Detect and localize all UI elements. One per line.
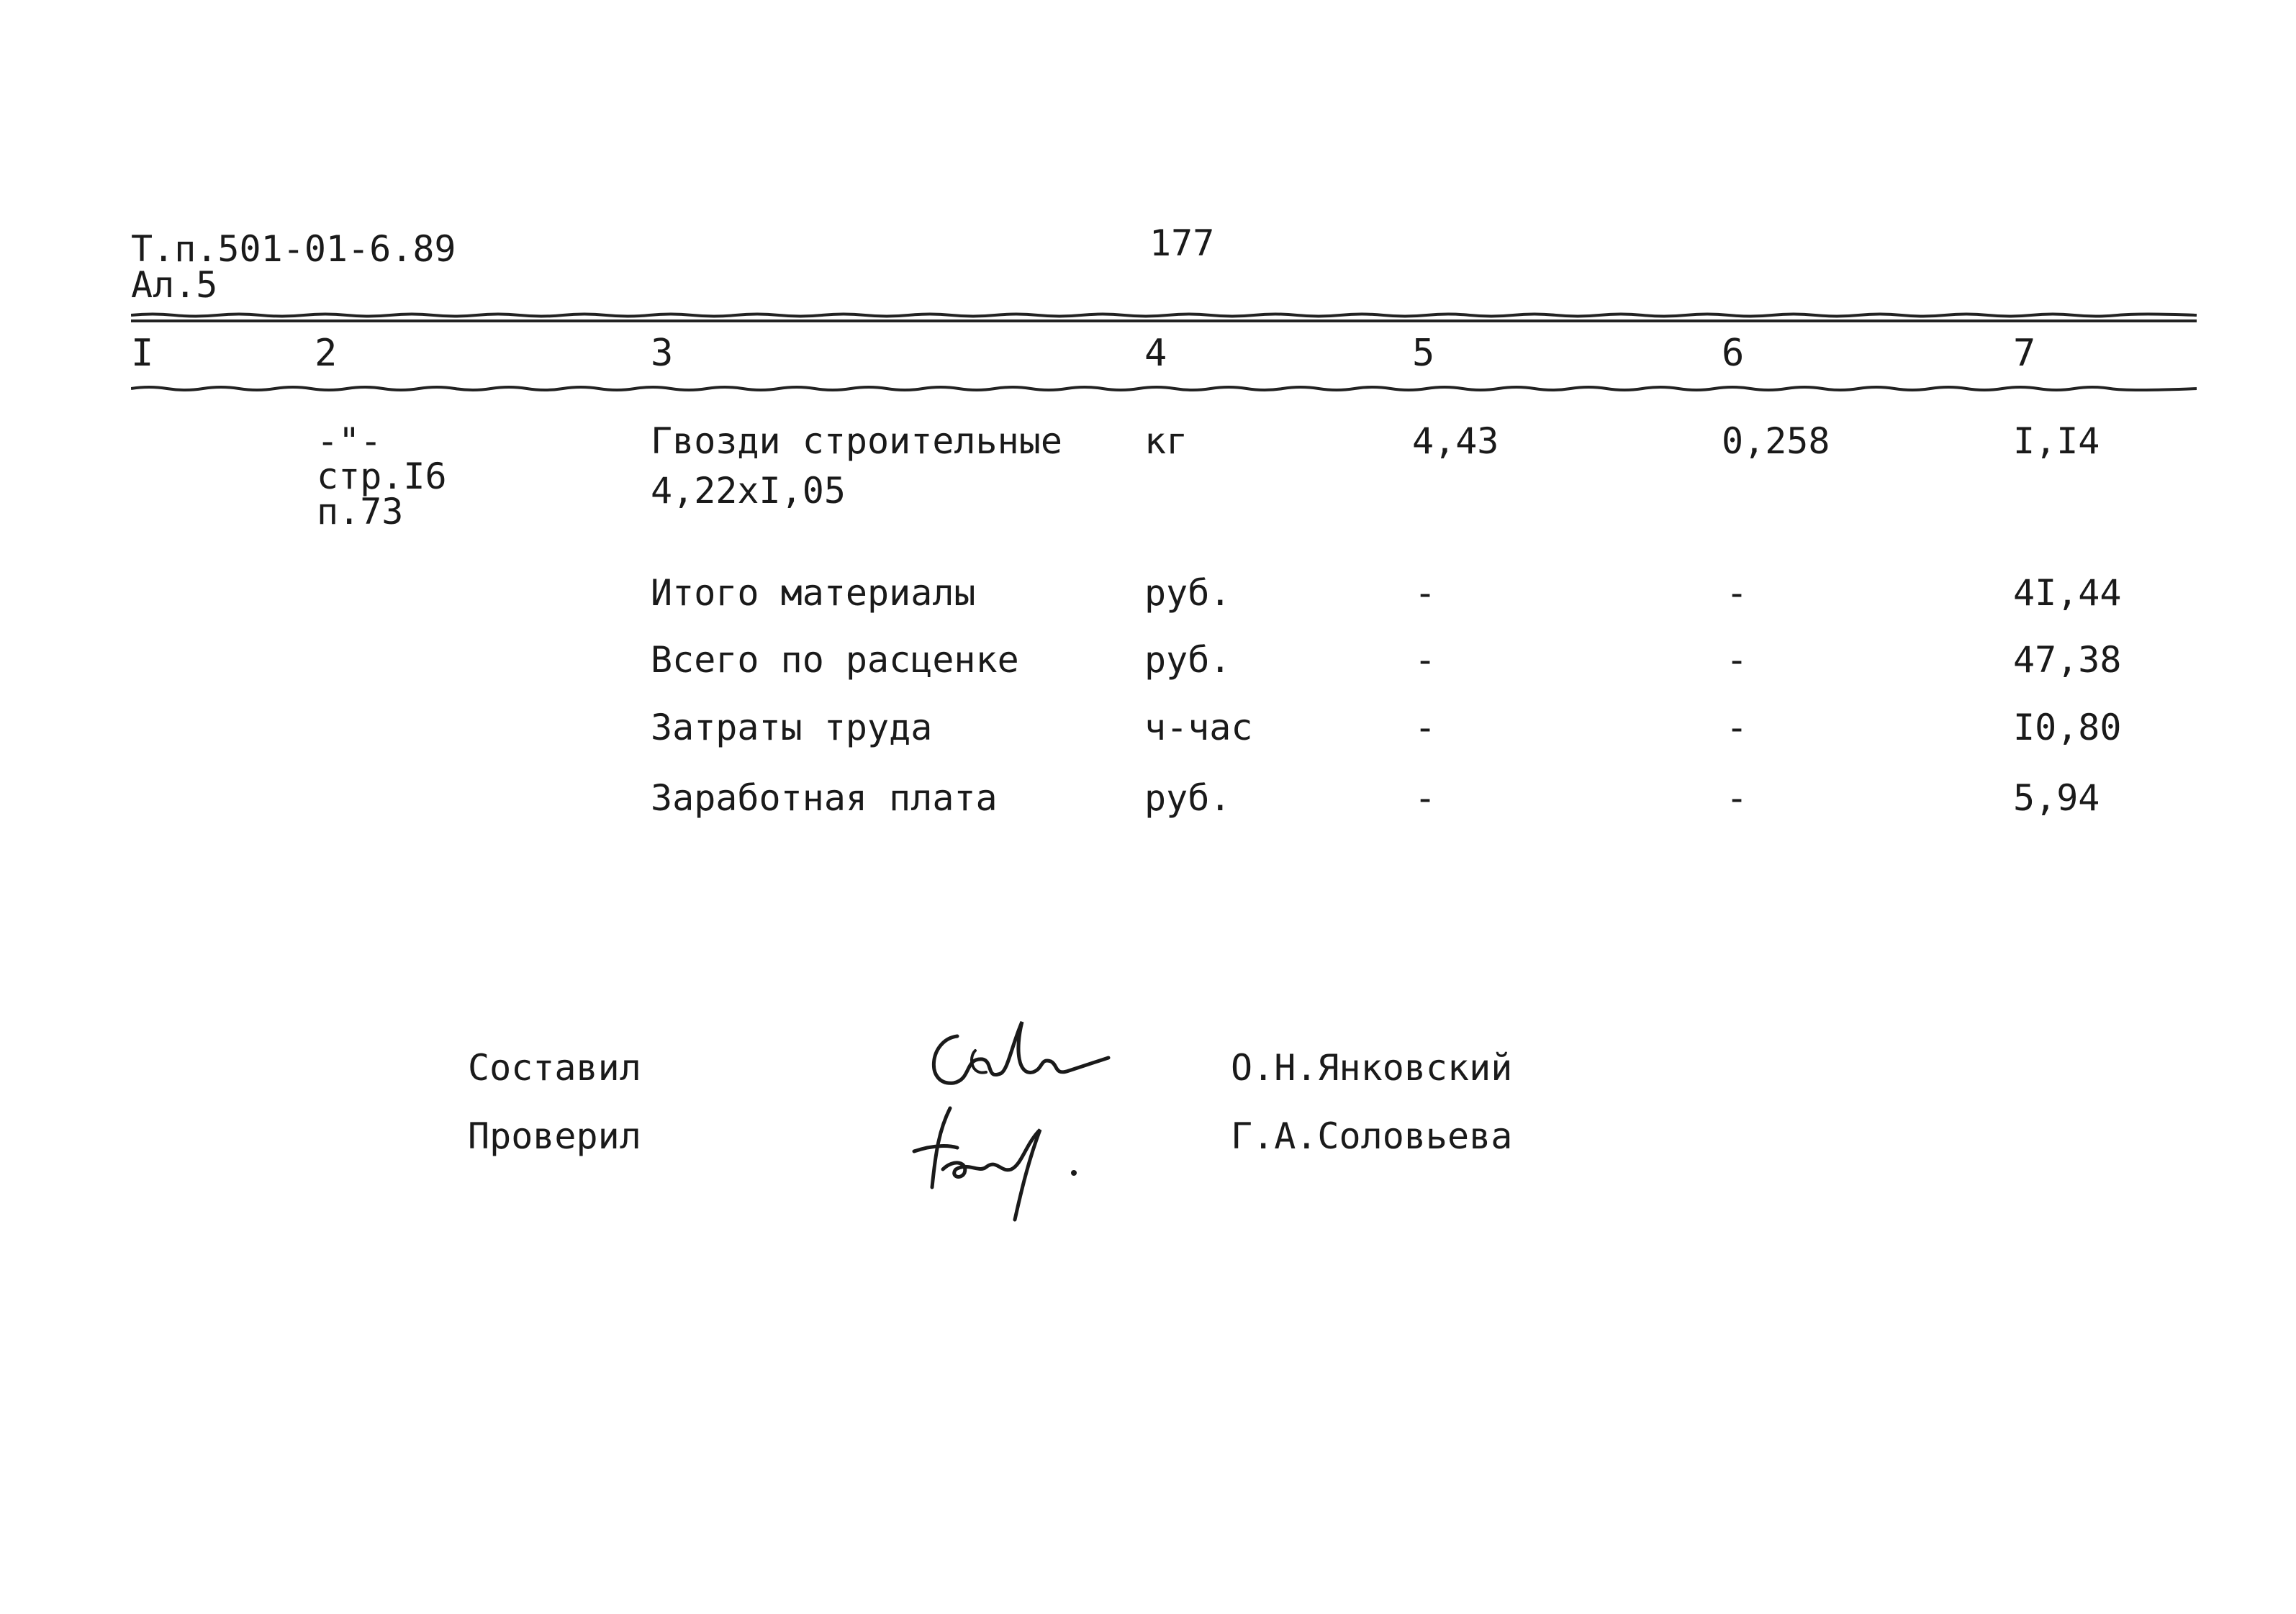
row3-col7: 47,38 [2013,639,2122,681]
compiled-by-label: Составил [468,1047,641,1089]
row5-col6: - [1726,777,1748,819]
row2-name: Итого материалы [651,572,976,614]
row5-col5: - [1414,777,1437,819]
column-header-1: I [131,332,154,375]
column-header-4: 4 [1144,332,1167,375]
row4-unit: ч-час [1144,707,1253,748]
row5-name: Заработная плата [651,777,998,819]
row1-col6: 0,258 [1722,420,1830,462]
row3-col6: - [1726,639,1748,681]
checked-by-label: Проверил [468,1115,641,1157]
column-header-3: 3 [651,332,674,375]
column-header-2: 2 [315,332,338,375]
row2-unit: руб. [1144,572,1231,614]
row5-col7: 5,94 [2013,777,2100,819]
album-label: Ал.5 [131,264,218,306]
row2-col7: 4I,44 [2013,572,2122,614]
row1-col7: I,I4 [2013,420,2100,462]
row4-col7: I0,80 [2013,707,2122,748]
row5-unit: руб. [1144,777,1231,819]
row3-col5: - [1414,639,1437,681]
row1-ref-item: п.73 [317,491,404,532]
checker-signature [900,1101,1101,1233]
row1-name-line2: 4,22хI,05 [651,470,846,512]
row4-name: Затраты труда [651,707,933,748]
page-number: 177 [1149,222,1215,264]
document-code: Т.п.501-01-6.89 [131,228,456,270]
row1-name-line1: Гвозди строительные [651,420,1062,462]
row3-unit: руб. [1144,639,1231,681]
row1-col5: 4,43 [1412,420,1499,462]
column-header-5: 5 [1412,332,1435,375]
row1-ref-page: стр.I6 [317,455,447,497]
row4-col5: - [1414,707,1437,748]
row1-ref-ditto: -"- [317,420,382,462]
row4-col6: - [1726,707,1748,748]
checked-by-name: Г.А.Соловьева [1231,1115,1513,1157]
row2-col6: - [1726,572,1748,614]
compiler-signature [914,1007,1130,1111]
row3-name: Всего по расценке [651,639,1019,681]
column-header-7: 7 [2013,332,2036,375]
column-header-6: 6 [1722,332,1745,375]
compiled-by-name: О.Н.Янковский [1231,1047,1513,1089]
row1-unit: кг [1144,420,1188,462]
row2-col5: - [1414,572,1437,614]
